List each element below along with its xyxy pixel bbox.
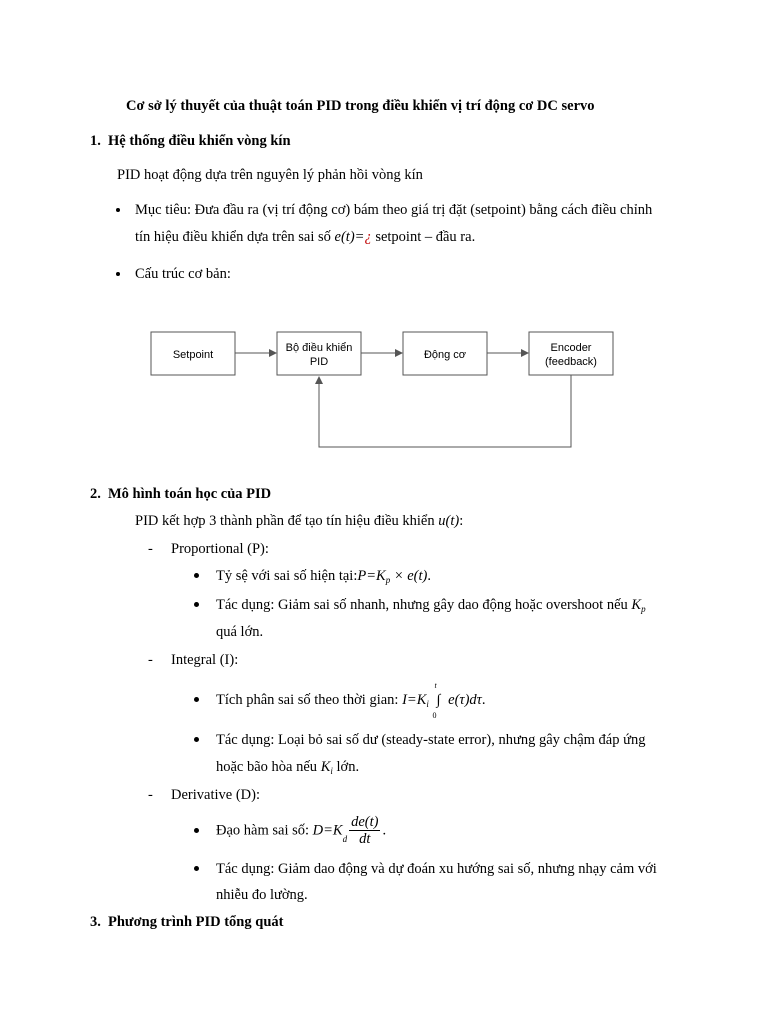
derivative-fraction xyxy=(349,814,380,847)
section-1-title: Hệ thống điều khiển vòng kín xyxy=(108,133,291,149)
integral-effect-text: hoặc bão hòa nếu xyxy=(216,759,318,775)
kp-symbol: K xyxy=(631,597,642,613)
section-1-heading xyxy=(90,131,291,151)
bullet-marker xyxy=(194,602,199,607)
motor-label: Động cơ xyxy=(423,349,467,361)
d-subscript: d xyxy=(342,833,348,844)
ki-subscript: i xyxy=(330,766,333,776)
error-symbol: ¿ xyxy=(364,229,372,245)
fraction-denominator: dt xyxy=(359,831,371,847)
dash-marker: - xyxy=(148,787,153,803)
section-3-number: 3. xyxy=(90,914,101,930)
dash-marker: - xyxy=(148,652,153,668)
page-title: Cơ sở lý thuyết của thuật toán PID trong điều khiển vị trí động cơ DC servo xyxy=(126,98,595,114)
bullet-marker xyxy=(116,272,120,276)
bullet-marker xyxy=(194,866,199,871)
pid-controller-label-1: Bộ điều khiển xyxy=(285,342,353,354)
objective-line-2 xyxy=(135,227,475,247)
objective-suffix: setpoint – đầu ra. xyxy=(375,229,476,245)
derivative-label: Derivative (D): xyxy=(171,787,260,803)
i-formula: I=K xyxy=(402,692,427,708)
integral-upper-limit: t xyxy=(434,681,437,690)
bullet-marker xyxy=(194,697,199,702)
integral-effect-line-1: Tác dụng: Loại bỏ sai số dư (steady-state error), nhưng gây chậm đáp ứng xyxy=(216,732,646,748)
control-signal: u(t) xyxy=(438,513,460,529)
error-formula: e(t)= xyxy=(334,229,365,245)
i-subscript: i xyxy=(426,699,429,709)
p-period: . xyxy=(427,568,431,584)
proportional-label: Proportional (P): xyxy=(171,541,269,557)
d-formula: D=K xyxy=(312,822,343,839)
section-2-heading xyxy=(90,484,271,504)
objective-line-1: Mục tiêu: Đưa đầu ra (vị trí động cơ) bám theo giá trị đặt (setpoint) bằng cách điều chỉnh xyxy=(135,202,653,218)
objective-text: tín hiệu điều khiển dựa trên sai số xyxy=(135,229,331,245)
structure-label: Cấu trúc cơ bản: xyxy=(135,266,231,282)
integral-formula-line xyxy=(216,681,486,720)
encoder-label-1: Encoder xyxy=(550,342,592,354)
integral-sign xyxy=(432,681,445,720)
intro-text: PID kết hợp 3 thành phần để tạo tín hiệu điều khiển xyxy=(135,513,435,529)
setpoint-label: Setpoint xyxy=(172,349,214,361)
section-2-number: 2. xyxy=(90,486,101,502)
derivative-effect-line-2: nhiễu đo lường. xyxy=(216,887,308,903)
intro-colon: : xyxy=(459,513,464,529)
proportional-formula-line xyxy=(216,566,431,590)
encoder-label-2: (feedback) xyxy=(545,356,597,368)
section-3-title: Phương trình PID tổng quát xyxy=(108,914,284,930)
fraction-numerator: de(t) xyxy=(351,814,379,830)
integral-lower-limit: 0 xyxy=(432,711,437,720)
section-3-heading xyxy=(90,912,283,932)
proportional-effect-text: Tác dụng: Giảm sai số nhanh, nhưng gây dao động hoặc overshoot nếu xyxy=(216,597,628,613)
kp-subscript: p xyxy=(641,604,646,614)
section-1-intro: PID hoạt động dựa trên nguyên lý phản hồi vòng kín xyxy=(117,167,423,183)
p-formula: P=K xyxy=(357,568,386,584)
p-subscript: p xyxy=(385,575,391,585)
bullet-marker xyxy=(194,737,199,742)
section-2-intro xyxy=(135,511,463,531)
block-diagram xyxy=(140,322,630,458)
proportional-text: Tỷ sệ với sai số hiện tại: xyxy=(216,568,358,584)
pid-controller-label-2: PID xyxy=(309,356,329,368)
feedback-path xyxy=(319,375,571,447)
proportional-effect-line-1 xyxy=(216,595,646,619)
derivative-effect-line-1: Tác dụng: Giảm dao động và dự đoán xu hướng sai số, nhưng nhạy cảm với xyxy=(216,861,657,877)
derivative-formula-line xyxy=(216,814,386,847)
proportional-effect-line-2: quá lớn. xyxy=(216,624,264,640)
integral-effect-suffix: lớn. xyxy=(336,759,360,775)
integral-effect-line-2 xyxy=(216,757,359,781)
section-2-title: Mô hình toán học của PID xyxy=(108,486,272,502)
bullet-marker xyxy=(194,573,199,578)
i-period: . xyxy=(481,692,486,708)
derivative-text: Đạo hàm sai số: xyxy=(216,822,310,839)
bullet-marker xyxy=(194,828,199,833)
ki-symbol: K xyxy=(320,759,331,775)
dash-marker: - xyxy=(148,541,153,557)
bullet-marker xyxy=(116,208,120,212)
i-integrand: e(τ)dτ xyxy=(448,692,482,708)
integral-symbol: ∫ xyxy=(436,692,441,708)
integral-text: Tích phân sai số theo thời gian: xyxy=(216,692,399,708)
p-formula-tail: × e(t) xyxy=(393,568,428,584)
d-period: . xyxy=(382,822,387,839)
section-1-number: 1. xyxy=(90,133,101,149)
integral-label: Integral (I): xyxy=(171,652,239,668)
